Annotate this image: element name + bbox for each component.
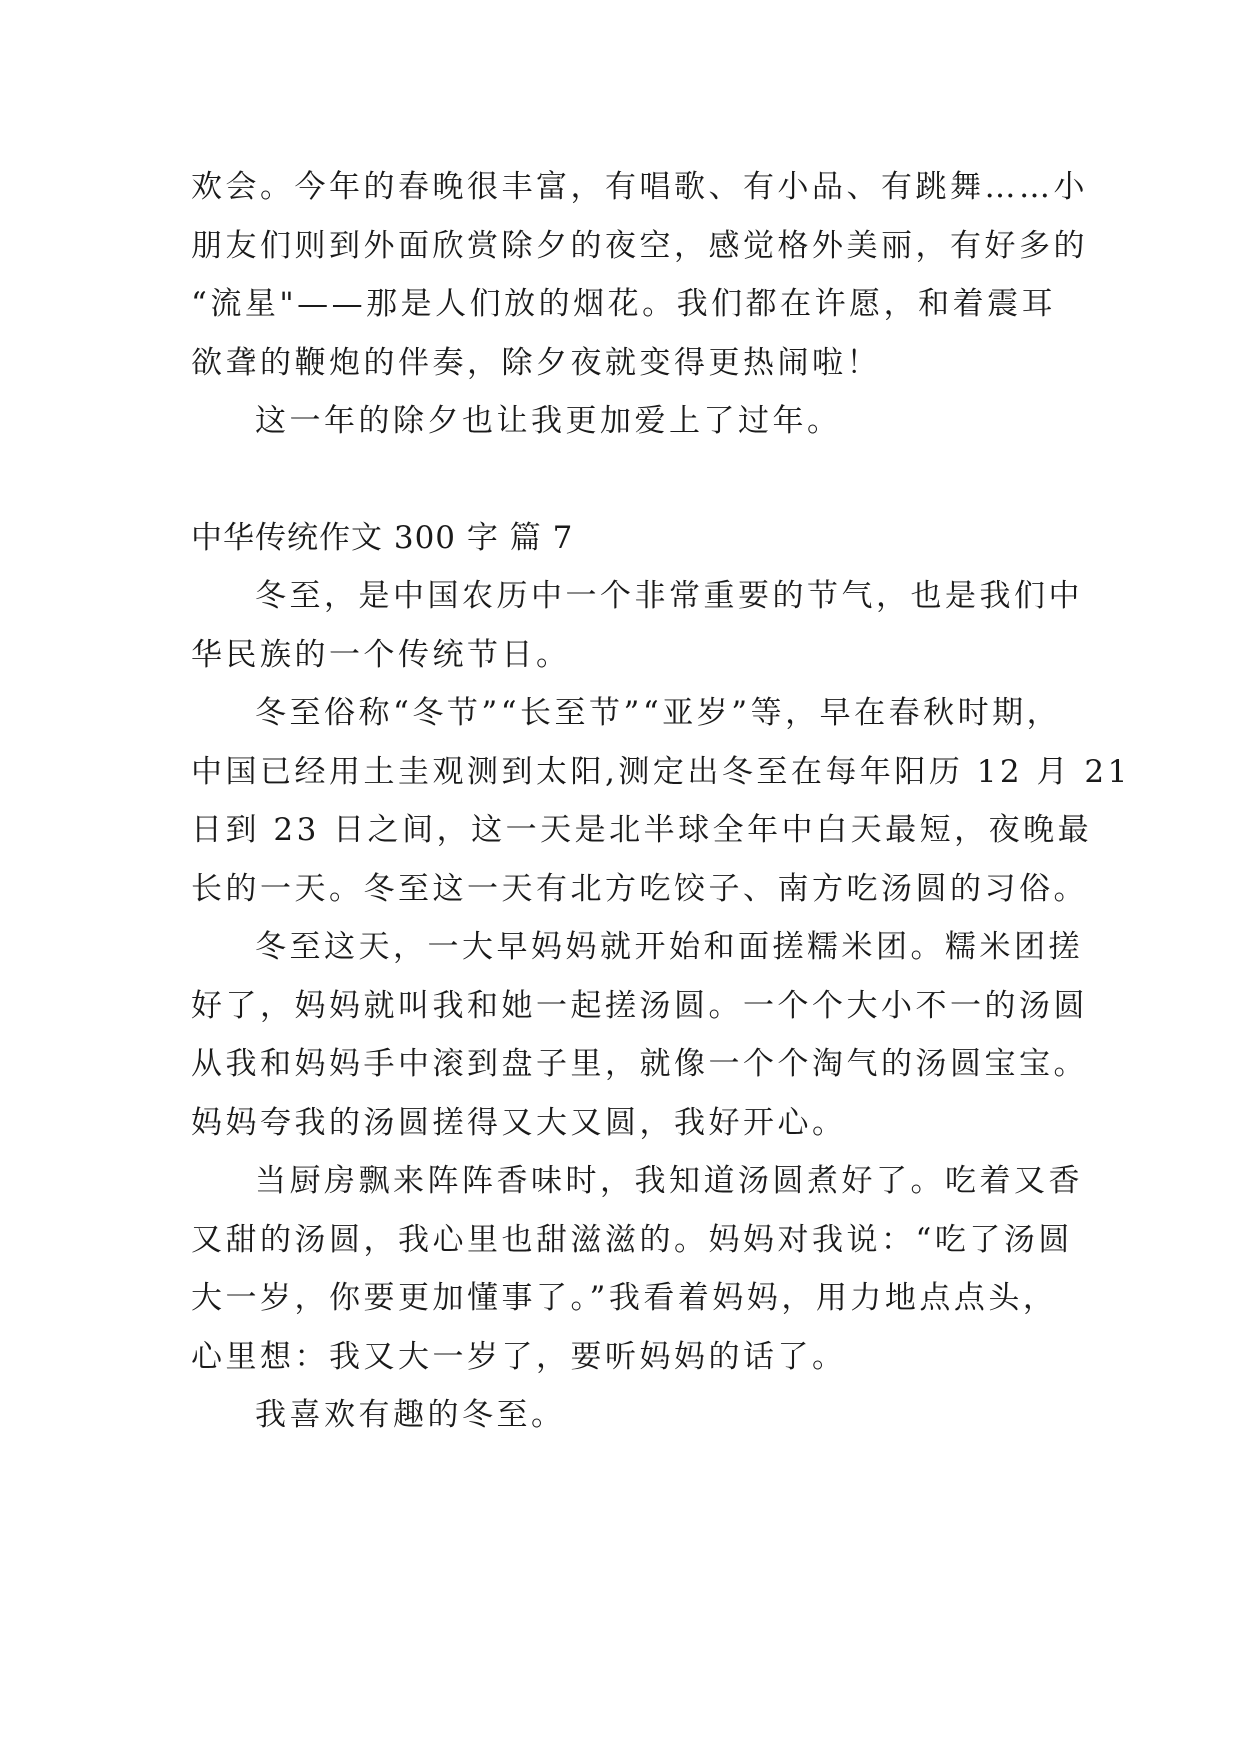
- text-line: 大一岁，你要更加懂事了。”我看着妈妈，用力地点点头，: [191, 1280, 1058, 1316]
- text-line: 从我和妈妈手中滚到盘子里，就像一个个淘气的汤圆宝宝。: [191, 1046, 1088, 1082]
- text-line: 又甜的汤圆，我心里也甜滋滋的。妈妈对我说：“吃了汤圆: [191, 1222, 1073, 1258]
- text-line: 妈妈夸我的汤圆搓得又大又圆，我好开心。: [191, 1105, 847, 1141]
- text-line: 好了，妈妈就叫我和她一起搓汤圆。一个个大小不一的汤圆: [191, 988, 1088, 1024]
- text-line: 心里想：我又大一岁了，要听妈妈的话了。: [191, 1339, 847, 1375]
- text-line: 中国已经用土圭观测到太阳,测定出冬至在每年阳历 12 月 21: [191, 754, 1131, 790]
- text-line: 欲聋的鞭炮的伴奏，除夕夜就变得更热闹啦！: [191, 345, 881, 381]
- text-line: 我喜欢有趣的冬至。: [255, 1397, 566, 1433]
- text-line: 朋友们则到外面欣赏除夕的夜空，感觉格外美丽，有好多的: [191, 228, 1088, 264]
- text-line: 华民族的一个传统节日。: [191, 637, 571, 673]
- text-line: 这一年的除夕也让我更加爱上了过年。: [255, 403, 842, 439]
- text-line: “流星"——那是人们放的烟花。我们都在许愿，和着震耳: [191, 286, 1057, 322]
- text-line: 欢会。今年的春晚很丰富，有唱歌、有小品、有跳舞……小: [191, 169, 1088, 205]
- text-line: 冬至俗称“冬节”“长至节”“亚岁”等，早在春秋时期，: [255, 695, 1062, 731]
- text-line: 日到 23 日之间，这一天是北半球全年中白天最短，夜晚最: [191, 812, 1093, 848]
- text-line: 当厨房飘来阵阵香味时，我知道汤圆煮好了。吃着又香: [255, 1163, 1083, 1199]
- text-line: 长的一天。冬至这一天有北方吃饺子、南方吃汤圆的习俗。: [191, 871, 1088, 907]
- section-title: 中华传统作文 300 字 篇 7: [191, 520, 574, 556]
- text-line: 冬至这天，一大早妈妈就开始和面搓糯米团。糯米团搓: [255, 929, 1083, 965]
- text-line: 冬至，是中国农历中一个非常重要的节气，也是我们中: [255, 578, 1083, 614]
